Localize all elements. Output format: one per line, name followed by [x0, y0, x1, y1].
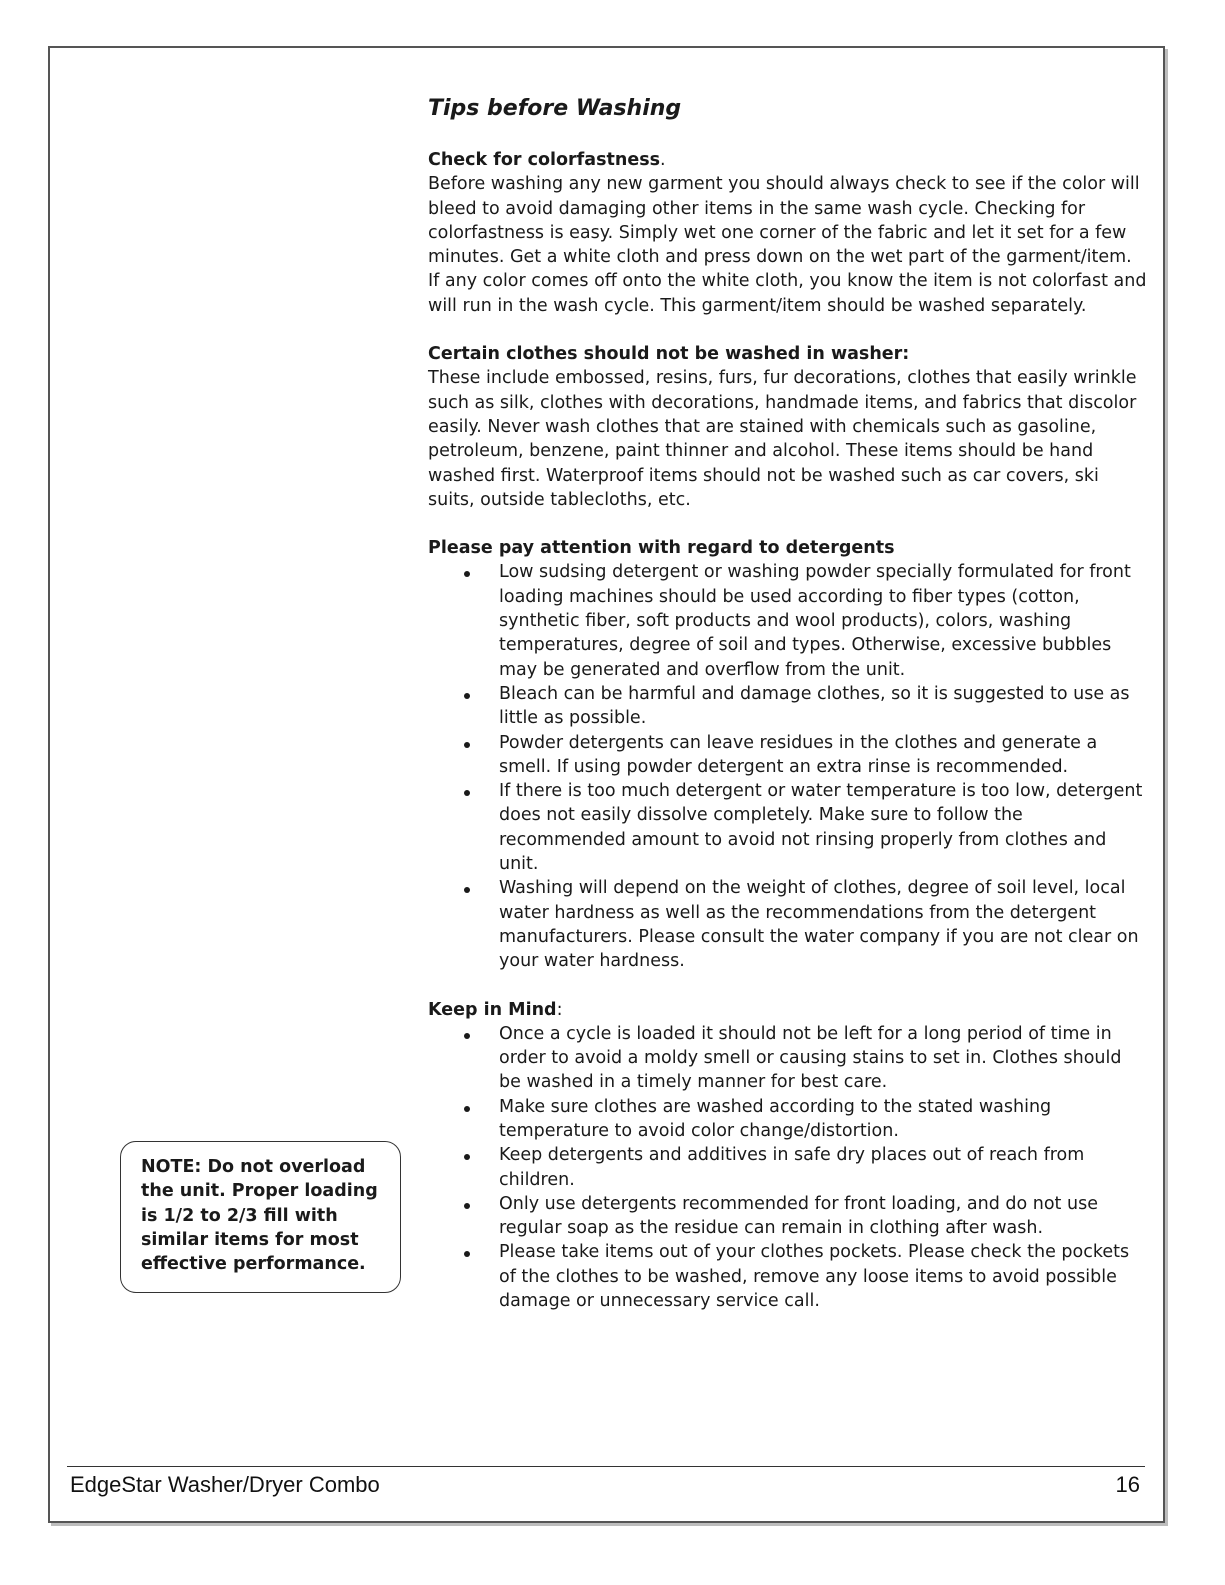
footer-divider	[67, 1466, 1145, 1467]
section-colorfastness	[428, 148, 1148, 318]
heading-text: Check for colorfastness	[428, 150, 661, 170]
bullet-icon	[464, 571, 470, 577]
footer-title: EdgeStar Washer/Dryer Combo	[70, 1472, 380, 1497]
section-paragraph: Before washing any new garment you should always check to see if the color will bleed to avoid damaging other items in the same wash cycle. Checking for colorfastness is easy. Simply wet one corner of the fabric and let it set for a few minutes. Get a white cloth and press down on the wet part of the garment/item. If any color comes off onto the white cloth, you know the item is not colorfast and will run in the wash cycle. This garment/item should be washed separately.	[428, 174, 1147, 316]
heading-text: Keep in Mind	[428, 999, 557, 1020]
section-heading: Certain clothes should not be washed in washer:	[428, 344, 910, 365]
list-item	[428, 731, 1148, 780]
list-item-text: Powder detergents can leave residues in the clothes and generate a smell. If using powder detergent an extra rinse is recommended.	[499, 732, 1098, 777]
bullet-icon	[464, 887, 470, 893]
bullet-icon	[464, 1106, 470, 1112]
bullet-icon	[464, 1154, 470, 1160]
list-item-text: Keep detergents and additives in safe dry places out of reach from children.	[499, 1145, 1085, 1190]
bullet-icon	[464, 1251, 470, 1257]
section-not-washed	[428, 342, 1148, 512]
bullet-icon	[464, 1203, 470, 1209]
list-item	[428, 560, 1148, 681]
list-item	[428, 876, 1148, 973]
list-item-text: If there is too much detergent or water temperature is too low, detergent does not easily dissolve completely. Make sure to follow the recommended amount to avoid not rinsing properly from clothes and unit.	[499, 781, 1143, 875]
section-heading	[428, 148, 1148, 172]
list-item	[428, 1143, 1148, 1192]
section-heading	[428, 998, 1148, 1022]
list-item-text: Please take items out of your clothes pockets. Please check the pockets of the clothes to be washed, remove any loose items to avoid possible damage or unnecessary service call.	[499, 1242, 1130, 1312]
list-item	[428, 1095, 1148, 1144]
list-item	[428, 1192, 1148, 1241]
bullet-icon	[464, 693, 470, 699]
list-item	[428, 682, 1148, 731]
section-keep-in-mind	[428, 998, 1148, 1314]
keep-in-mind-list	[428, 1022, 1148, 1314]
heading-suffix: .	[660, 150, 666, 170]
note-callout: NOTE: Do not overload the unit. Proper loading is 1/2 to 2/3 fill with similar items for most effective performance.	[120, 1141, 401, 1293]
list-item-text: Low sudsing detergent or washing powder specially formulated for front loading machines should be used according to fiber types (cotton, synthetic fiber, soft products and wool products), colors, washing temperatures, degree of soil and types. Otherwise, excessive bubbles may be generated and overflow from the unit.	[499, 562, 1131, 680]
list-item-text: Bleach can be harmful and damage clothes, so it is suggested to use as little as possible.	[499, 683, 1130, 729]
section-paragraph: These include embossed, resins, furs, fur decorations, clothes that easily wrinkle such as silk, clothes with decorations, handmade items, and fabrics that discolor easily. Never wash clothes that are stained with chemicals such as gasoline, petroleum, benzene, paint thinner and alcohol. These items should be hand washed first. Waterproof items should not be washed such as car covers, ski suits, outside tablecloths, etc.	[428, 368, 1137, 510]
heading-suffix: :	[556, 999, 563, 1020]
page-number: 16	[1115, 1472, 1140, 1497]
main-content	[428, 94, 1148, 1337]
list-item	[428, 1022, 1148, 1095]
list-item	[428, 779, 1148, 876]
bullet-icon	[464, 790, 470, 796]
section-heading: Please pay attention with regard to detergents	[428, 538, 895, 559]
list-item-text: Only use detergents recommended for front loading, and do not use regular soap as the residue can remain in clothing after wash.	[499, 1193, 1098, 1239]
bullet-icon	[464, 1033, 470, 1039]
list-item-text: Once a cycle is loaded it should not be left for a long period of time in order to avoid a moldy smell or causing stains to set in. Clothes should be washed in a timely manner for best care.	[499, 1023, 1122, 1093]
list-item	[428, 1240, 1148, 1313]
detergent-tips-list	[428, 560, 1148, 973]
list-item-text: Washing will depend on the weight of clothes, degree of soil level, local water hardness as well as the recommendations from the detergent manufacturers. Please consult the water company if you are not clear on your water hardness.	[499, 878, 1139, 972]
section-detergents	[428, 536, 1148, 973]
bullet-icon	[464, 742, 470, 748]
list-item-text: Make sure clothes are washed according to the stated washing temperature to avoid color change/distortion.	[499, 1096, 1052, 1141]
page-title: Tips before Washing	[428, 96, 682, 121]
